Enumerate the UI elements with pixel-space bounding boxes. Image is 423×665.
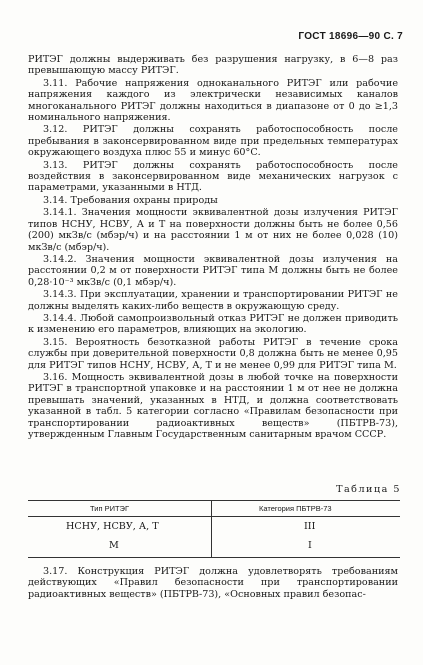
- table-caption: Таблица 5: [336, 484, 401, 495]
- paragraph: 3.12. РИТЭГ должны сохранять работоспособность после пребывания в законсервированном виде при предельных температурах окружающего воздуха плюс 55 и минус 60°С.: [28, 124, 398, 159]
- paragraph: 3.13. РИТЭГ должны сохранять работоспособность после воздействия в законсервированном виде механических нагрузок с параметрами, указанными в НТД.: [28, 159, 398, 194]
- paragraph: 3.14.4. Любой самопроизвольный отказ РИТЭГ не должен приводить к изменению его параметров, влияющих на экологию.: [28, 312, 398, 336]
- paragraph: 3.14.3. При эксплуатации, хранении и транспортировании РИТЭГ не должны выделять каких-либо веществ в окружающую среду.: [28, 289, 398, 312]
- paragraph: 3.14. Требования охраны природы: [43, 194, 218, 206]
- document-body: [28, 54, 398, 441]
- table-header-rule: [28, 516, 400, 517]
- paragraph-3-17: 3.17. Конструкция РИТЭГ должна удовлетворять требованиям действующих «Правил безопасности при транспортировании радиоактивных веществ» (ПБТРВ-73), «Основных правил безопас-: [28, 566, 398, 600]
- table-header-type: Тип РИТЭГ: [90, 504, 130, 513]
- table-bottom-rule: [28, 557, 400, 558]
- table-cell-type-2: М: [109, 540, 119, 551]
- table-cell-type-1: НСНУ, НСВУ, А, Т: [66, 521, 159, 532]
- table-header-category: Категория ПБТРВ-73: [259, 504, 332, 513]
- page-header: ГОСТ 18696—90 С. 7: [298, 31, 403, 42]
- paragraph: 3.15. Вероятность безотказной работы РИТЭГ в течение срока службы при доверительной поверхности 0,8 должна быть не менее 0,95 для РИТЭГ типов НСНУ, НСВУ, А, Т и не менее 0,99 для РИТЭГ типа М.: [28, 336, 398, 371]
- table-top-rule: [28, 500, 400, 501]
- paragraph: 3.11. Рабочие напряжения одноканального РИТЭГ или рабочие напряжения каждого из электрически независимых каналов многоканального РИТЭГ должны находиться в диапазоне от 0 до ≥1,3 номинального напряжения.: [28, 77, 398, 124]
- table-column-divider: [211, 500, 212, 557]
- paragraph: 3.16. Мощность эквивалентной дозы в любой точке на поверхности РИТЭГ в транспортной упаковке и на расстоянии 1 м от нее не должна превышать значений, указанных в НТД, и должна соответствовать указанной в табл. 5 категории согласно «Правилам безопасности при транспортировании радиоактивных веществ» (ПБТРВ-73), утвержденным Главным Государственным санитарным врачом СССР.: [28, 371, 398, 440]
- table-cell-category-1: III: [304, 521, 316, 532]
- paragraph: 3.14.1. Значения мощности эквивалентной дозы излучения РИТЭГ типов НСНУ, НСВУ, А и Т на поверхности должны быть не более 0,56 (200) мкЗв/с (мбэр/ч) и на расстоянии 1 м от них не более 0,028 (10) мкЗв/с (мбэр/ч).: [28, 207, 398, 253]
- table-cell-category-2: I: [308, 540, 312, 551]
- paragraph: 3.14.2. Значения мощности эквивалентной дозы излучения на расстоянии 0,2 м от поверхности РИТЭГ типа М должны быть не более 0,28·10⁻³ мкЗв/с (0,1 мбэр/ч).: [28, 253, 398, 288]
- paragraph: РИТЭГ должны выдерживать без разрушения нагрузку, в 6—8 раз превышающую массу РИТЭГ.: [28, 54, 398, 77]
